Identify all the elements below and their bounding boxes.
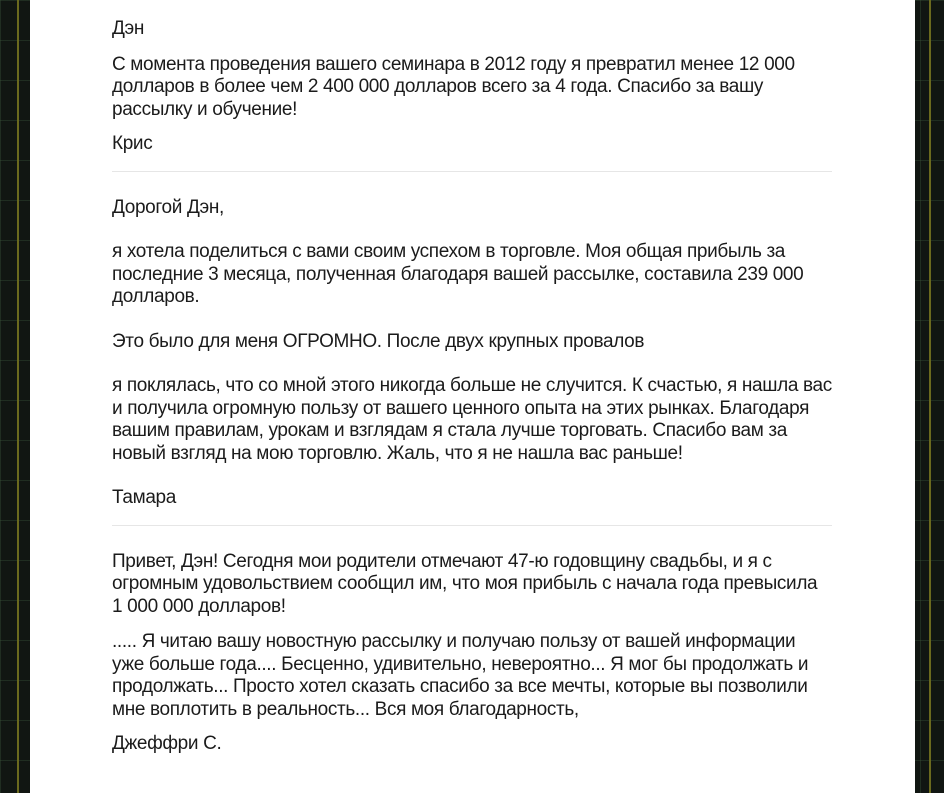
- testimonial-greeting: Дорогой Дэн,: [112, 196, 224, 218]
- testimonial-text: Привет, Дэн! Сегодня мои родители отмечают 47-ю годовщину свадьбы, и я с огромным удовольствием сообщил им, что моя прибыль с начала года превысила 1 000 000 долларов!: [112, 550, 818, 617]
- testimonial-signature: Тамара: [112, 487, 176, 508]
- testimonial-text: я поклялась, что со мной этого никогда больше не случится. К счастью, я нашла вас и получила огромную пользу от вашего ценного опыта на этих рынках. Благодаря вашим правилам, урокам и взглядам я стала лучше торговать. Спасибо вам за новый взгляд на мою торговлю. Жаль, что я не нашла вас раньше!: [112, 375, 832, 464]
- testimonial-text: С момента проведения вашего семинара в 2012 году я превратил менее 12 000 долларов в более чем 2 400 000 долларов всего за 4 года. Спасибо за вашу рассылку и обучение!: [112, 53, 795, 120]
- divider: [112, 525, 832, 526]
- testimonials-list: [112, 0, 832, 756]
- testimonial-text: ..... Я читаю вашу новостную рассылку и получаю пользу от вашей информации уже больше года.... Бесценно, удивительно, невероятно... Я мог бы продолжать и продолжать... Просто хотел сказать спасибо за все мечты, которые вы позволили мне воплотить в реальность... Вся моя благодарность,: [112, 631, 809, 720]
- testimonial-signature: Джеффри С.: [112, 733, 222, 754]
- frame-line-right: [929, 0, 931, 793]
- testimonial: [112, 551, 832, 756]
- testimonial-signature: Крис: [112, 133, 153, 154]
- testimonial-text: я хотела поделиться с вами своим успехом в торговле. Моя общая прибыль за последние 3 месяца, полученная благодаря вашей рассылке, составила 239 000 долларов.: [112, 241, 804, 307]
- testimonial: [112, 0, 832, 156]
- testimonials-panel: [30, 0, 915, 793]
- testimonial: [112, 197, 832, 510]
- testimonial-text: Это было для меня ОГРОМНО. После двух крупных провалов: [112, 330, 645, 352]
- testimonial-greeting: Дэн: [112, 18, 145, 39]
- frame-line-left: [17, 0, 19, 793]
- divider: [112, 171, 832, 172]
